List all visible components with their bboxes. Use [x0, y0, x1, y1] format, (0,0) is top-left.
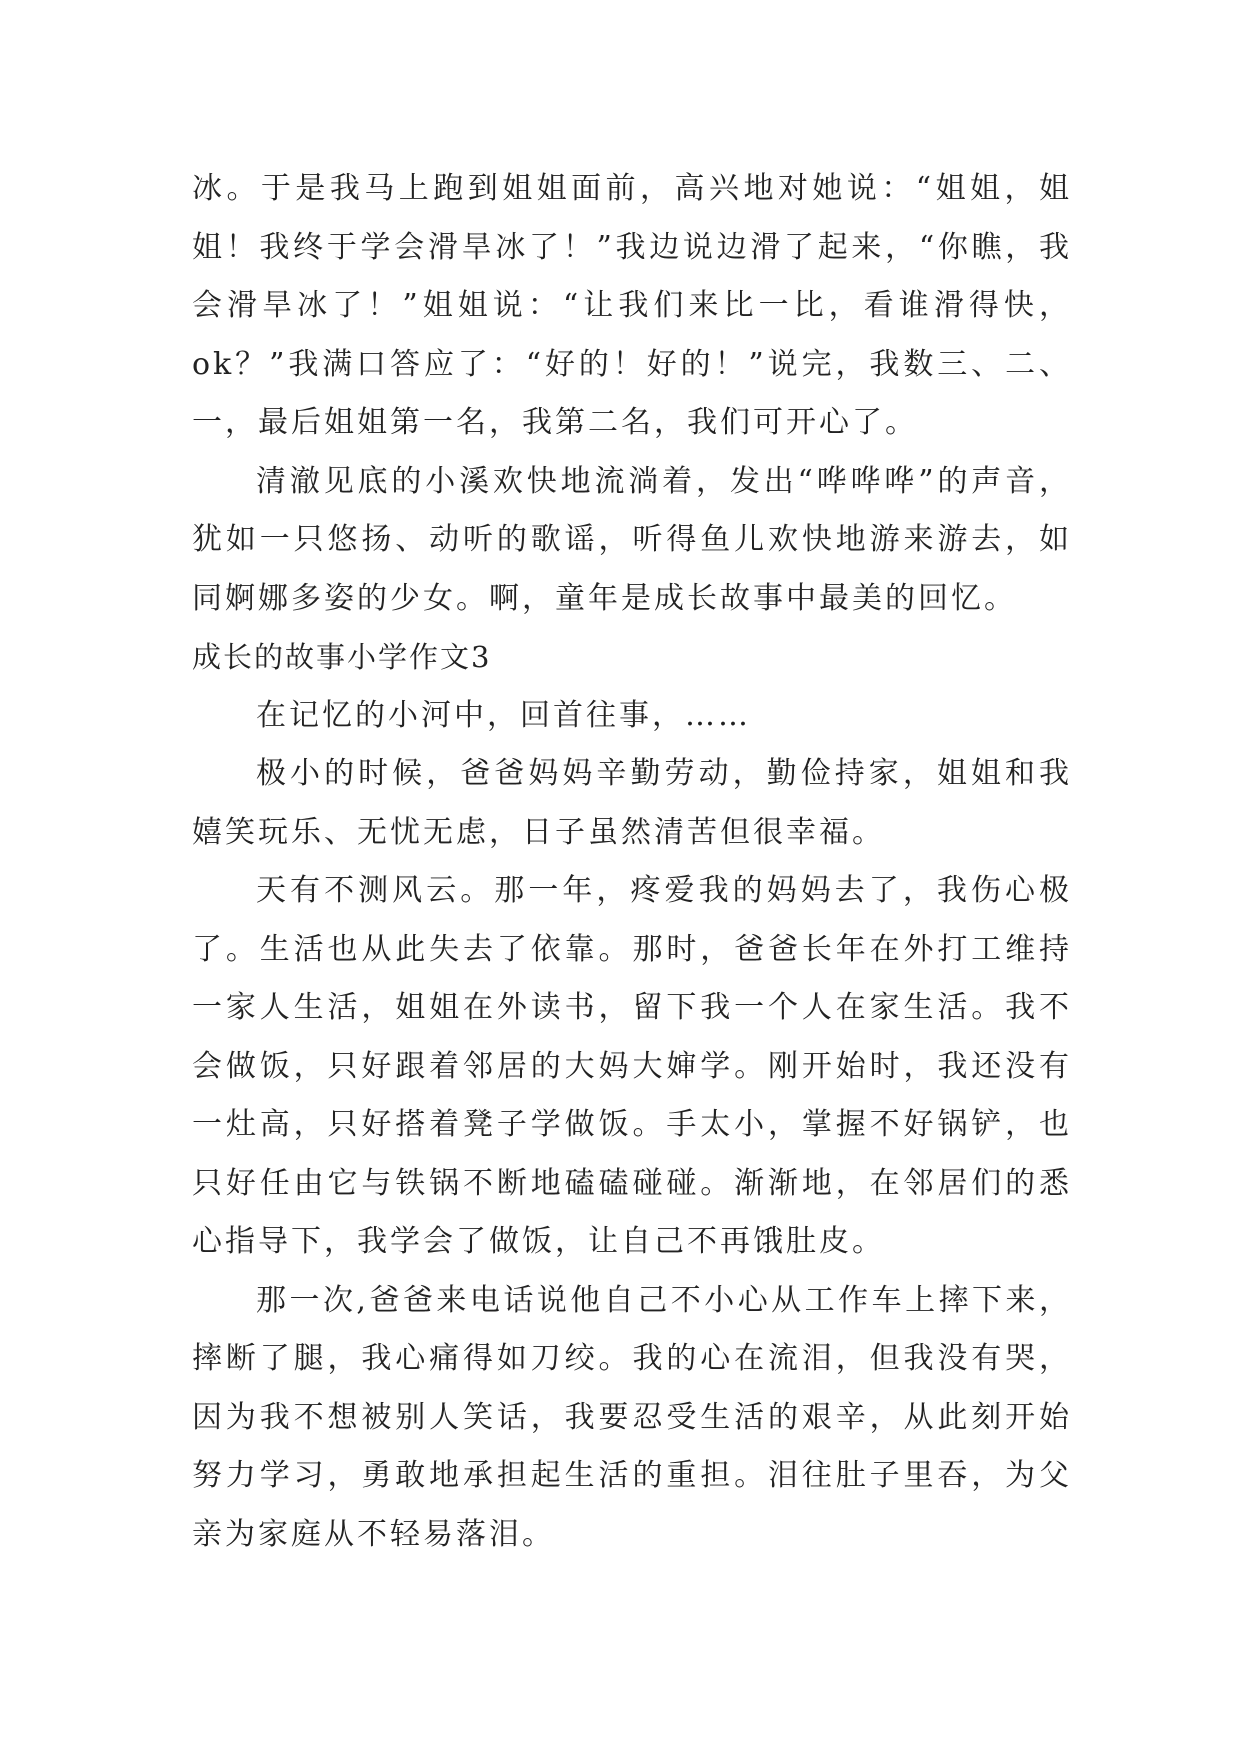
paragraph-memory: 在记忆的小河中，回首往事，……	[256, 697, 751, 733]
section-heading: 成长的故事小学作文3	[192, 640, 492, 674]
paragraph-childhood: 极小的时候，爸爸妈妈辛勤劳动，勤俭持家，姐姐和我嬉笑玩乐、无忧无虑，日子虽然清苦但很幸福。	[192, 756, 1072, 850]
paragraph-stream: 清澈见底的小溪欢快地流淌着，发出“哗哗哗”的声音，犹如一只悠扬、动听的歌谣，听得鱼儿欢快地游来游去，如同婀娜多姿的少女。啊，童年是成长故事中最美的回忆。	[192, 463, 1072, 616]
paragraph-continuation: 冰。于是我马上跑到姐姐面前，高兴地对她说：“姐姐，姐姐！我终于学会滑旱冰了！”我边说边滑了起来，“你瞧，我会滑旱冰了！”姐姐说：“让我们来比一比，看谁滑得快，ok？”我满口答应了：“好的！好的！”说完，我数三、二、一，最后姐姐第一名，我第二名，我们可开心了。	[192, 171, 1072, 440]
paragraph-mother: 天有不测风云。那一年，疼爱我的妈妈去了，我伤心极了。生活也从此失去了依靠。那时，爸爸长年在外打工维持一家人生活，姐姐在外读书，留下我一个人在家生活。我不会做饭，只好跟着邻居的大妈大婶学。刚开始时，我还没有一灶高，只好搭着凳子学做饭。手太小，掌握不好锅铲，也只好任由它与铁锅不断地磕磕碰碰。渐渐地，在邻居们的悉心指导下，我学会了做饭，让自己不再饿肚皮。	[192, 873, 1072, 1259]
paragraph-father: 那一次,爸爸来电话说他自己不小心从工作车上摔下来，摔断了腿，我心痛得如刀绞。我的心在流泪，但我没有哭，因为我不想被别人笑话，我要忍受生活的艰辛，从此刻开始努力学习，勇敢地承担起生活的重担。泪往肚子里吞，为父亲为家庭从不轻易落泪。	[192, 1282, 1072, 1552]
document-page	[192, 160, 1072, 1564]
